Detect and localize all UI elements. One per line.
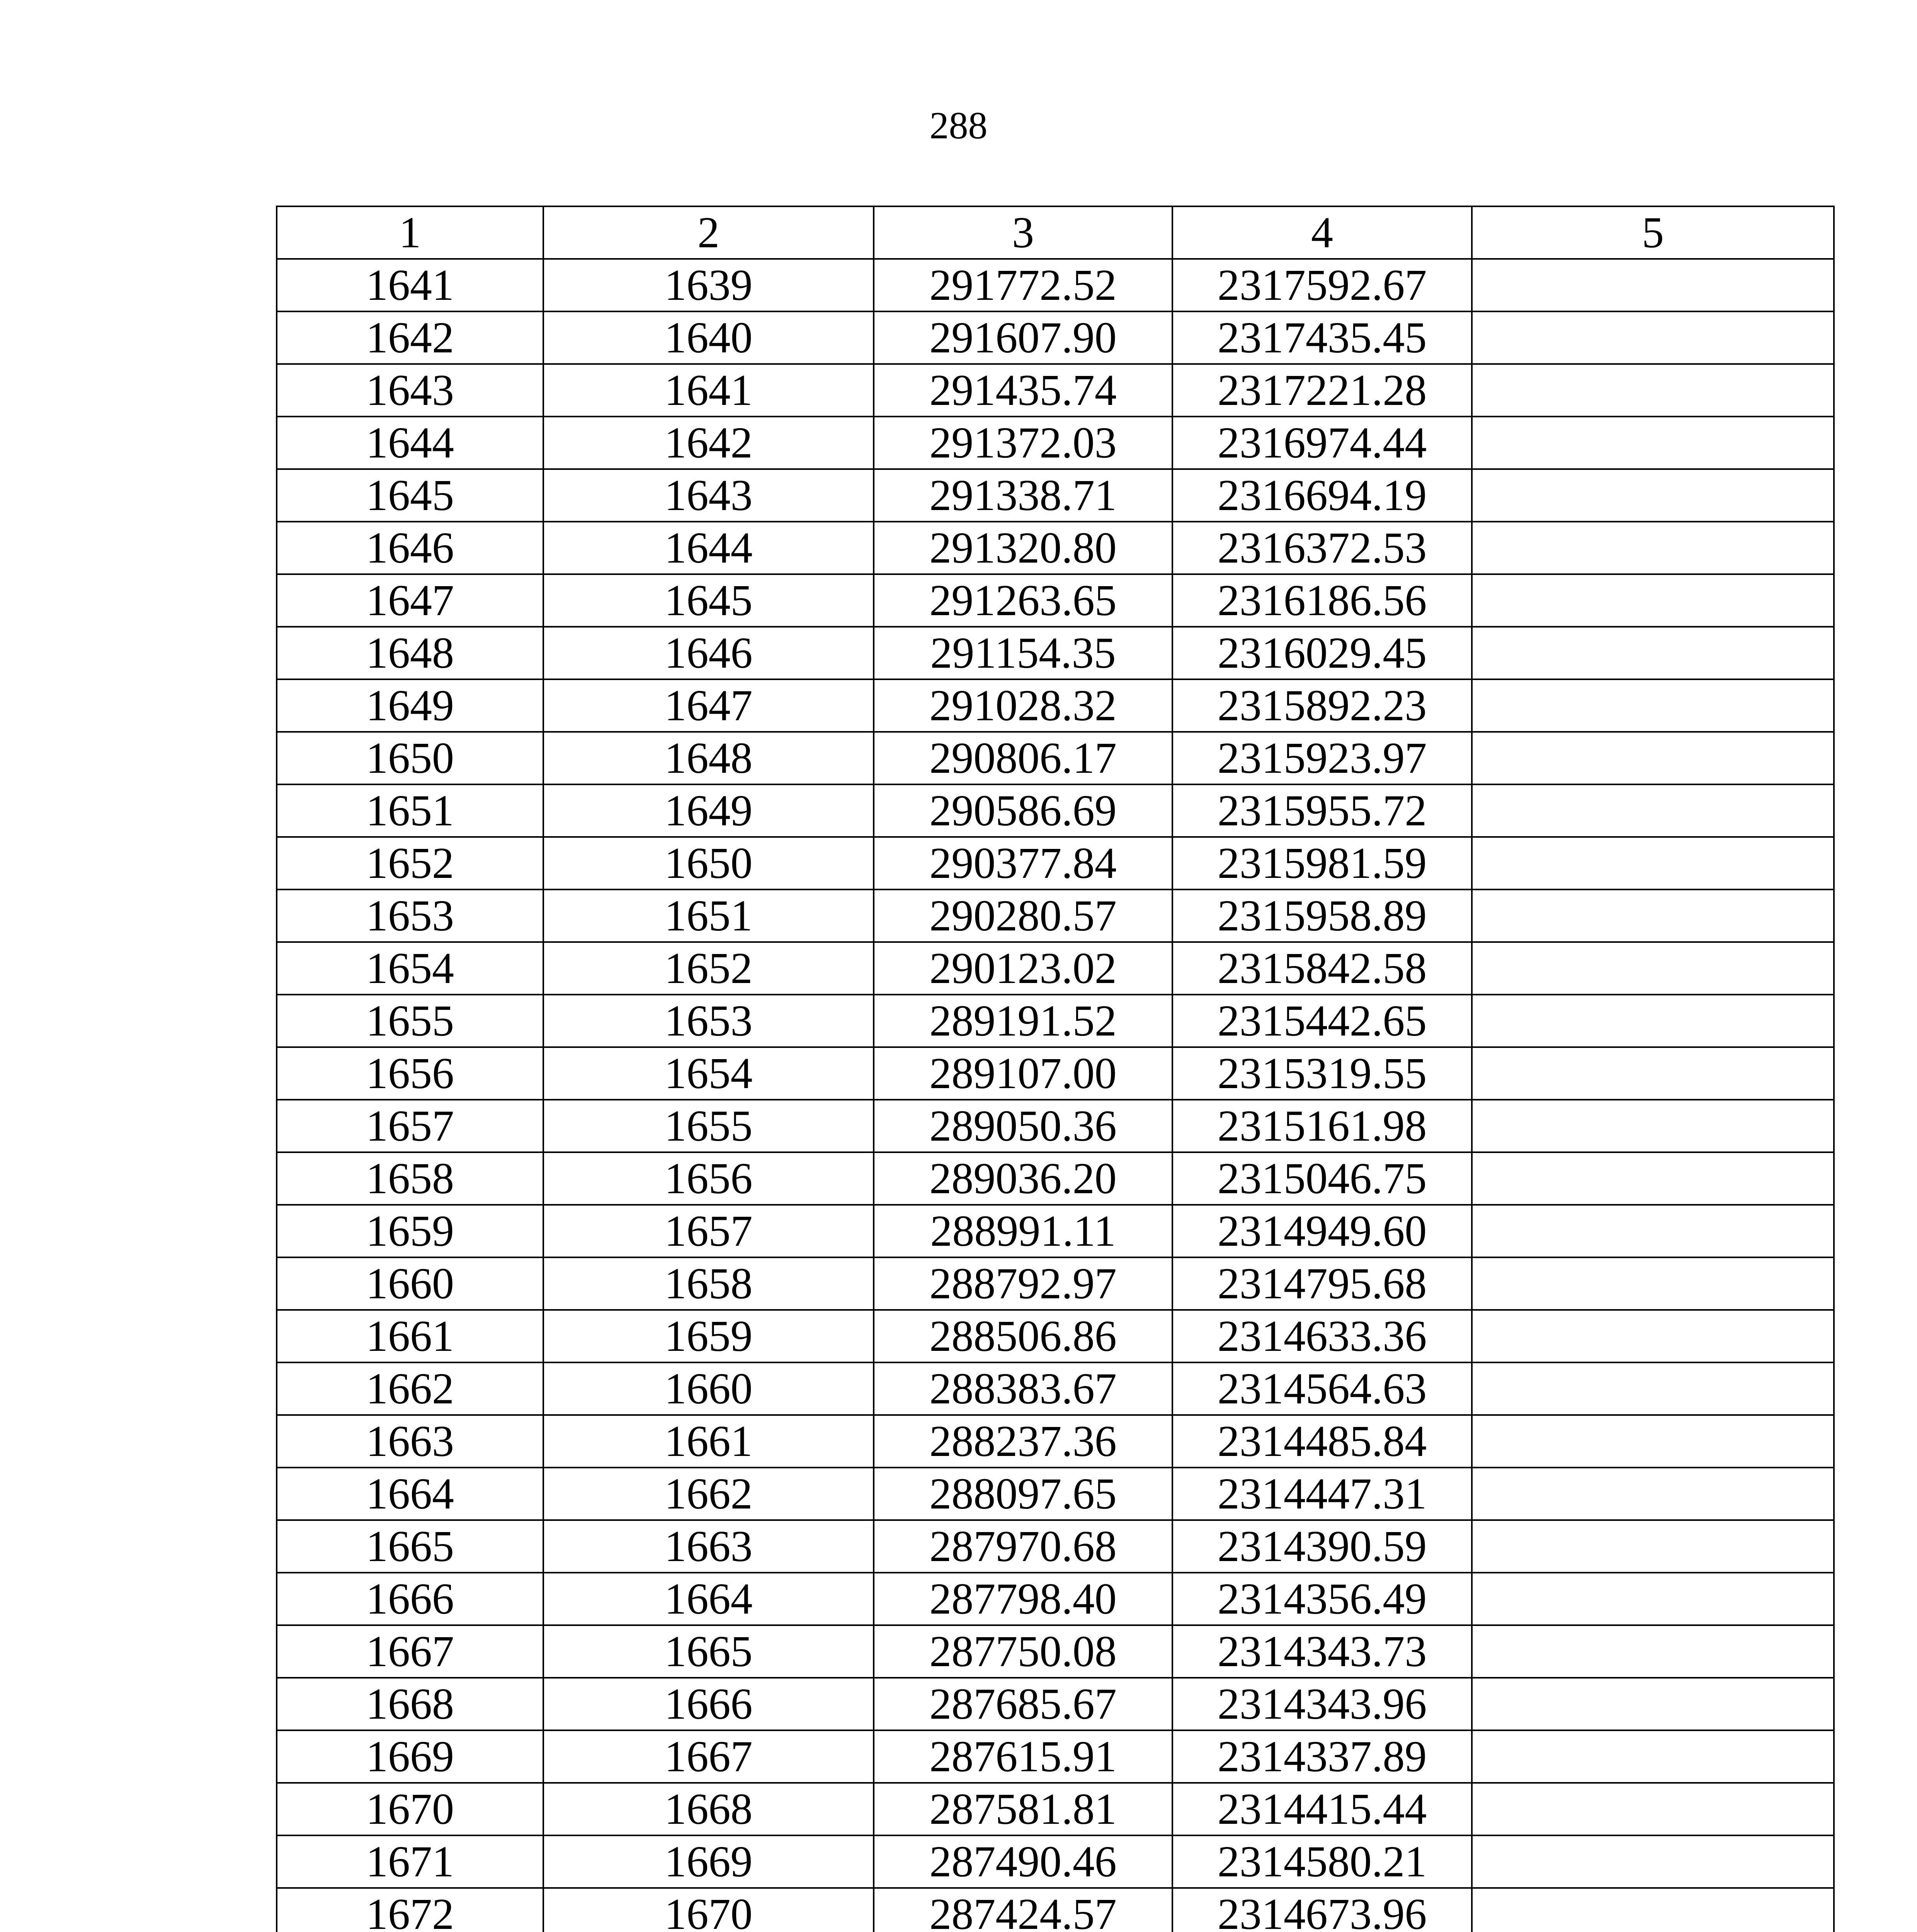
- table-cell-col-5: [1472, 1468, 1834, 1520]
- table-row: [277, 1678, 1834, 1730]
- table-cell-col-5: [1472, 1310, 1834, 1362]
- table-row: [277, 522, 1834, 574]
- table-cell-col-5: [1472, 1730, 1834, 1783]
- table-row: [277, 1047, 1834, 1100]
- table-cell-col-4: 2315046.75: [1172, 1152, 1472, 1205]
- table-cell-col-1: 1671: [277, 1835, 543, 1888]
- table-cell-col-2: 1663: [543, 1520, 874, 1573]
- table-cell-col-2: 1641: [543, 364, 874, 417]
- table-row: [277, 1310, 1834, 1362]
- table-cell-col-1: 1654: [277, 942, 543, 995]
- table-cell-col-4: 2315842.58: [1172, 942, 1472, 995]
- table-cell-col-2: 1666: [543, 1678, 874, 1730]
- table-cell-col-5: [1472, 1573, 1834, 1625]
- table-cell-col-5: [1472, 1047, 1834, 1100]
- table-cell-col-1: 1650: [277, 732, 543, 784]
- table-cell-col-2: 1668: [543, 1783, 874, 1835]
- table-cell-col-2: 1650: [543, 837, 874, 889]
- table-cell-col-2: 1642: [543, 417, 874, 469]
- table-row: [277, 837, 1834, 889]
- table-cell-col-4: 2314343.96: [1172, 1678, 1472, 1730]
- table-cell-col-4: 2315319.55: [1172, 1047, 1472, 1100]
- table-row: [277, 1362, 1834, 1415]
- table-cell-col-5: [1472, 417, 1834, 469]
- table-cell-col-3: 289107.00: [874, 1047, 1172, 1100]
- table-cell-col-4: 2315442.65: [1172, 995, 1472, 1047]
- table-cell-col-5: [1472, 942, 1834, 995]
- table-cell-col-1: 1655: [277, 995, 543, 1047]
- table-cell-col-2: 1664: [543, 1573, 874, 1625]
- table-cell-col-2: 1657: [543, 1205, 874, 1257]
- table-cell-col-5: [1472, 1678, 1834, 1730]
- table-cell-col-1: 1641: [277, 259, 543, 311]
- table-cell-col-2: 1655: [543, 1100, 874, 1152]
- table-cell-col-2: 1667: [543, 1730, 874, 1783]
- table-cell-col-4: 2315161.98: [1172, 1100, 1472, 1152]
- table-cell-col-5: [1472, 1362, 1834, 1415]
- column-header-3: 3: [874, 206, 1172, 259]
- table-cell-col-5: [1472, 574, 1834, 627]
- table-cell-col-4: 2315923.97: [1172, 732, 1472, 784]
- table-cell-col-4: 2314485.84: [1172, 1415, 1472, 1468]
- table-cell-col-4: 2314580.21: [1172, 1835, 1472, 1888]
- table-row: [277, 1783, 1834, 1835]
- table-cell-col-5: [1472, 1888, 1834, 1932]
- table-cell-col-5: [1472, 1100, 1834, 1152]
- table-cell-col-3: 291263.65: [874, 574, 1172, 627]
- table-cell-col-3: 287615.91: [874, 1730, 1172, 1783]
- table-header-row: [277, 206, 1834, 259]
- table-row: [277, 1888, 1834, 1932]
- table-cell-col-3: 289050.36: [874, 1100, 1172, 1152]
- table-cell-col-4: 2317435.45: [1172, 311, 1472, 364]
- table-row: [277, 1835, 1834, 1888]
- table-row: [277, 259, 1834, 311]
- table-cell-col-1: 1645: [277, 469, 543, 522]
- table-cell-col-4: 2316974.44: [1172, 417, 1472, 469]
- table-cell-col-3: 287798.40: [874, 1573, 1172, 1625]
- table-cell-col-2: 1658: [543, 1257, 874, 1310]
- table-cell-col-3: 290806.17: [874, 732, 1172, 784]
- table-cell-col-4: 2314795.68: [1172, 1257, 1472, 1310]
- table-cell-col-4: 2316029.45: [1172, 627, 1472, 679]
- table-cell-col-3: 287685.67: [874, 1678, 1172, 1730]
- table-cell-col-3: 291435.74: [874, 364, 1172, 417]
- table-row: [277, 1468, 1834, 1520]
- table-cell-col-1: 1658: [277, 1152, 543, 1205]
- table-cell-col-3: 290280.57: [874, 889, 1172, 942]
- table-cell-col-5: [1472, 259, 1834, 311]
- table-cell-col-5: [1472, 679, 1834, 732]
- table-cell-col-3: 291320.80: [874, 522, 1172, 574]
- table-cell-col-1: 1647: [277, 574, 543, 627]
- table-cell-col-3: 287490.46: [874, 1835, 1172, 1888]
- table-cell-col-4: 2314343.73: [1172, 1625, 1472, 1678]
- table-row: [277, 1257, 1834, 1310]
- table-row: [277, 469, 1834, 522]
- table-row: [277, 889, 1834, 942]
- table-cell-col-1: 1666: [277, 1573, 543, 1625]
- column-header-4: 4: [1172, 206, 1472, 259]
- table-cell-col-4: 2317221.28: [1172, 364, 1472, 417]
- column-header-1: 1: [277, 206, 543, 259]
- table-cell-col-3: 288506.86: [874, 1310, 1172, 1362]
- table-cell-col-2: 1647: [543, 679, 874, 732]
- table-row: [277, 1730, 1834, 1783]
- table-cell-col-1: 1663: [277, 1415, 543, 1468]
- table-cell-col-1: 1652: [277, 837, 543, 889]
- table-cell-col-4: 2314390.59: [1172, 1520, 1472, 1573]
- table-cell-col-2: 1659: [543, 1310, 874, 1362]
- table-cell-col-5: [1472, 627, 1834, 679]
- table-cell-col-1: 1648: [277, 627, 543, 679]
- coordinates-table: [276, 206, 1835, 1932]
- table-cell-col-2: 1660: [543, 1362, 874, 1415]
- table-row: [277, 311, 1834, 364]
- table-row: [277, 942, 1834, 995]
- table-cell-col-3: 291154.35: [874, 627, 1172, 679]
- table-cell-col-4: 2314356.49: [1172, 1573, 1472, 1625]
- table-cell-col-5: [1472, 784, 1834, 837]
- table-cell-col-3: 291338.71: [874, 469, 1172, 522]
- table-cell-col-3: 288383.67: [874, 1362, 1172, 1415]
- table-cell-col-1: 1649: [277, 679, 543, 732]
- table-cell-col-5: [1472, 1415, 1834, 1468]
- table-cell-col-2: 1646: [543, 627, 874, 679]
- table-cell-col-4: 2315981.59: [1172, 837, 1472, 889]
- table-cell-col-4: 2316372.53: [1172, 522, 1472, 574]
- table-cell-col-3: 288991.11: [874, 1205, 1172, 1257]
- column-header-2: 2: [543, 206, 874, 259]
- table-row: [277, 364, 1834, 417]
- table-cell-col-3: 290377.84: [874, 837, 1172, 889]
- table-cell-col-1: 1668: [277, 1678, 543, 1730]
- table-cell-col-1: 1657: [277, 1100, 543, 1152]
- table-cell-col-2: 1643: [543, 469, 874, 522]
- table-cell-col-1: 1667: [277, 1625, 543, 1678]
- table-cell-col-4: 2315892.23: [1172, 679, 1472, 732]
- table-cell-col-2: 1656: [543, 1152, 874, 1205]
- table-cell-col-3: 287970.68: [874, 1520, 1172, 1573]
- table-cell-col-4: 2316694.19: [1172, 469, 1472, 522]
- table-cell-col-4: 2315958.89: [1172, 889, 1472, 942]
- table-cell-col-1: 1651: [277, 784, 543, 837]
- table-cell-col-4: 2315955.72: [1172, 784, 1472, 837]
- column-header-5: 5: [1472, 206, 1834, 259]
- table-cell-col-5: [1472, 522, 1834, 574]
- table-cell-col-4: 2314337.89: [1172, 1730, 1472, 1783]
- table-cell-col-1: 1653: [277, 889, 543, 942]
- table-cell-col-2: 1645: [543, 574, 874, 627]
- table-cell-col-2: 1662: [543, 1468, 874, 1520]
- table-cell-col-2: 1661: [543, 1415, 874, 1468]
- table-row: [277, 1100, 1834, 1152]
- table-row: [277, 1205, 1834, 1257]
- table-cell-col-2: 1654: [543, 1047, 874, 1100]
- table-cell-col-2: 1639: [543, 259, 874, 311]
- table-cell-col-3: 291607.90: [874, 311, 1172, 364]
- table-cell-col-5: [1472, 1835, 1834, 1888]
- table-cell-col-2: 1669: [543, 1835, 874, 1888]
- table-cell-col-1: 1672: [277, 1888, 543, 1932]
- table-row: [277, 627, 1834, 679]
- table-cell-col-4: 2314949.60: [1172, 1205, 1472, 1257]
- table-cell-col-1: 1665: [277, 1520, 543, 1573]
- table-cell-col-2: 1670: [543, 1888, 874, 1932]
- table-cell-col-2: 1652: [543, 942, 874, 995]
- table-cell-col-3: 288237.36: [874, 1415, 1172, 1468]
- table-cell-col-4: 2316186.56: [1172, 574, 1472, 627]
- table-cell-col-2: 1640: [543, 311, 874, 364]
- table-cell-col-5: [1472, 1625, 1834, 1678]
- table-cell-col-1: 1670: [277, 1783, 543, 1835]
- table-cell-col-5: [1472, 469, 1834, 522]
- table-cell-col-5: [1472, 889, 1834, 942]
- table-cell-col-2: 1649: [543, 784, 874, 837]
- table-cell-col-3: 291772.52: [874, 259, 1172, 311]
- table-body: [277, 206, 1834, 1932]
- table-row: [277, 1520, 1834, 1573]
- table-cell-col-5: [1472, 837, 1834, 889]
- table-cell-col-4: 2314564.63: [1172, 1362, 1472, 1415]
- table-cell-col-4: 2317592.67: [1172, 259, 1472, 311]
- table-cell-col-4: 2314633.36: [1172, 1310, 1472, 1362]
- table-cell-col-1: 1656: [277, 1047, 543, 1100]
- table-cell-col-1: 1664: [277, 1468, 543, 1520]
- table-cell-col-3: 289191.52: [874, 995, 1172, 1047]
- table-cell-col-2: 1644: [543, 522, 874, 574]
- table-cell-col-3: 290586.69: [874, 784, 1172, 837]
- table-row: [277, 1573, 1834, 1625]
- table-cell-col-2: 1648: [543, 732, 874, 784]
- table-cell-col-5: [1472, 311, 1834, 364]
- table-cell-col-1: 1662: [277, 1362, 543, 1415]
- table-cell-col-3: 290123.02: [874, 942, 1172, 995]
- table-row: [277, 1625, 1834, 1678]
- table-cell-col-3: 291372.03: [874, 417, 1172, 469]
- table-cell-col-1: 1661: [277, 1310, 543, 1362]
- table-row: [277, 574, 1834, 627]
- table-cell-col-4: 2314415.44: [1172, 1783, 1472, 1835]
- table-cell-col-3: 289036.20: [874, 1152, 1172, 1205]
- page-number: 288: [929, 104, 988, 147]
- table-cell-col-3: 291028.32: [874, 679, 1172, 732]
- table-cell-col-5: [1472, 1205, 1834, 1257]
- table-cell-col-4: 2314447.31: [1172, 1468, 1472, 1520]
- table-cell-col-3: 288097.65: [874, 1468, 1172, 1520]
- table-cell-col-5: [1472, 364, 1834, 417]
- table-row: [277, 417, 1834, 469]
- table-cell-col-2: 1651: [543, 889, 874, 942]
- table-cell-col-1: 1644: [277, 417, 543, 469]
- table-cell-col-5: [1472, 732, 1834, 784]
- table-cell-col-5: [1472, 1257, 1834, 1310]
- table-cell-col-2: 1665: [543, 1625, 874, 1678]
- table-cell-col-5: [1472, 1520, 1834, 1573]
- table-cell-col-4: 2314673.96: [1172, 1888, 1472, 1932]
- table-cell-col-1: 1659: [277, 1205, 543, 1257]
- table-row: [277, 679, 1834, 732]
- table-row: [277, 1415, 1834, 1468]
- table-cell-col-5: [1472, 1783, 1834, 1835]
- table-row: [277, 995, 1834, 1047]
- table-cell-col-2: 1653: [543, 995, 874, 1047]
- table-row: [277, 732, 1834, 784]
- table-cell-col-3: 287581.81: [874, 1783, 1172, 1835]
- table-cell-col-1: 1660: [277, 1257, 543, 1310]
- table-cell-col-1: 1646: [277, 522, 543, 574]
- table-row: [277, 1152, 1834, 1205]
- table-row: [277, 784, 1834, 837]
- table-cell-col-1: 1642: [277, 311, 543, 364]
- table-cell-col-5: [1472, 995, 1834, 1047]
- table-cell-col-5: [1472, 1152, 1834, 1205]
- table-cell-col-3: 287424.57: [874, 1888, 1172, 1932]
- table-cell-col-1: 1669: [277, 1730, 543, 1783]
- table-cell-col-3: 287750.08: [874, 1625, 1172, 1678]
- table-cell-col-1: 1643: [277, 364, 543, 417]
- table-cell-col-3: 288792.97: [874, 1257, 1172, 1310]
